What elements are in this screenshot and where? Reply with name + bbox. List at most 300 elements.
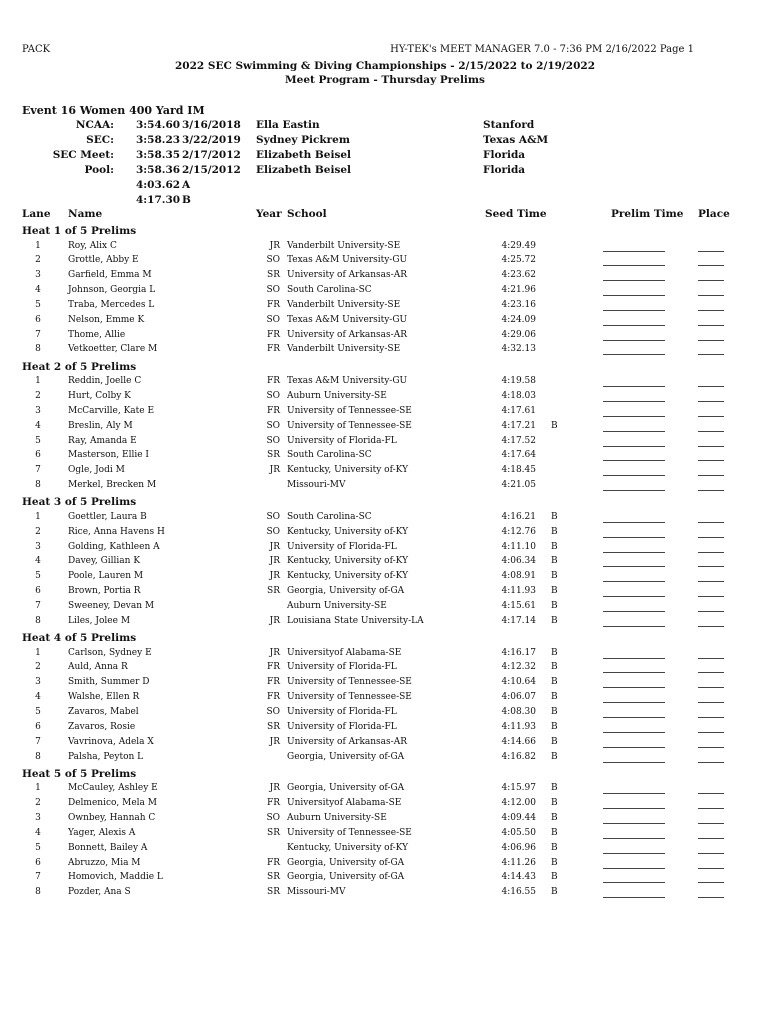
swimmer-name: Hurt, Colby K <box>68 391 131 402</box>
prelim-time-blank <box>603 310 665 311</box>
prelim-time-blank <box>603 672 665 673</box>
meet-subtitle: Meet Program - Thursday Prelims <box>285 74 485 86</box>
place-blank <box>698 611 724 612</box>
swimmer-year: JR <box>269 556 280 567</box>
swimmer-year: FR <box>266 857 280 868</box>
header-meta: HY-TEK's MEET MANAGER 7.0 - 7:36 PM 2/16/2022 Page 1 <box>390 44 694 55</box>
heat-title: Heat 5 of 5 Prelims <box>22 767 137 780</box>
heat-title: Heat 2 of 5 Prelims <box>22 360 137 373</box>
place-blank <box>698 552 724 553</box>
swimmer-school: University of Florida-FL <box>287 435 397 446</box>
swimmer-year: JR <box>269 571 280 582</box>
swimmer-school: Auburn University-SE <box>287 601 387 611</box>
record-time: 3:58.35 <box>136 149 181 161</box>
swimmer-name: Walshe, Ellen R <box>68 692 140 703</box>
seed-time: 4:12.00 <box>501 798 536 809</box>
time-standard: B <box>551 736 558 747</box>
prelim-time-blank <box>603 611 665 612</box>
seed-time: 4:16.21 <box>501 511 536 522</box>
record-time: 4:17.30 <box>136 194 181 206</box>
seed-time: 4:17.14 <box>501 615 536 626</box>
swimmer-name: Zavaros, Mabel <box>68 707 139 717</box>
seed-time: 4:17.52 <box>501 435 536 446</box>
prelim-time-blank <box>603 717 665 718</box>
seed-time: 4:10.64 <box>501 677 536 688</box>
lane-number: 6 <box>35 721 41 732</box>
swimmer-name: Grottle, Abby E <box>68 255 139 266</box>
swimmer-name: Delmenico, Mela M <box>68 798 157 809</box>
swimmer-school: University of Tennessee-SE <box>287 692 412 703</box>
place-blank <box>698 581 724 582</box>
swimmer-name: Traba, Mercedes L <box>68 299 155 310</box>
record-date: A <box>182 179 191 191</box>
swimmer-school: University of Florida-FL <box>287 662 397 673</box>
swimmer-name: Auld, Anna R <box>68 662 128 673</box>
swimmer-school: University of Arkansas-AR <box>287 329 407 340</box>
swimmer-school: Kentucky, University of-KY <box>287 556 409 567</box>
swimmer-school: Vanderbilt University-SE <box>287 299 401 310</box>
col-lane-header: Lane <box>22 208 51 220</box>
swimmer-name: Reddin, Joelle C <box>68 376 142 387</box>
swimmer-year: JR <box>269 615 280 626</box>
swimmer-year: SO <box>266 526 280 537</box>
record-school: Stanford <box>483 119 535 131</box>
swimmer-year: JR <box>269 736 280 747</box>
place-blank <box>698 386 724 387</box>
seed-time: 4:18.45 <box>501 465 536 476</box>
time-standard: B <box>551 827 558 838</box>
swimmer-year: SO <box>266 435 280 446</box>
swimmer-year: FR <box>266 662 280 673</box>
prelim-time-blank <box>603 401 665 402</box>
swimmer-name: Zavaros, Rosie <box>68 721 136 732</box>
record-label: SEC Meet: <box>52 149 114 161</box>
time-standard: B <box>551 813 558 823</box>
record-holder: Elizabeth Beisel <box>256 164 352 176</box>
swimmer-name: Pozder, Ana S <box>68 887 131 898</box>
prelim-time-blank <box>603 265 665 266</box>
swimmer-year: FR <box>266 405 280 416</box>
lane-number: 1 <box>35 647 41 658</box>
col-seed-header: Seed Time <box>485 208 547 220</box>
prelim-time-blank <box>603 882 665 883</box>
seed-time: 4:11.26 <box>501 857 536 868</box>
seed-time: 4:09.44 <box>501 813 536 823</box>
place-blank <box>698 687 724 688</box>
lane-number: 2 <box>35 526 41 537</box>
place-blank <box>698 897 724 898</box>
prelim-time-blank <box>603 460 665 461</box>
time-standard: B <box>551 783 558 794</box>
swimmer-name: Yager, Alexis A <box>68 827 136 838</box>
swimmer-year: SO <box>266 420 280 431</box>
lane-number: 5 <box>35 842 41 853</box>
swimmer-school: University of Tennessee-SE <box>287 405 412 416</box>
prelim-time-blank <box>603 537 665 538</box>
time-standard: B <box>551 420 558 431</box>
swimmer-school: University of Florida-FL <box>287 721 397 732</box>
swimmer-name: Masterson, Ellie I <box>68 450 149 461</box>
lane-number: 6 <box>35 586 41 597</box>
seed-time: 4:12.76 <box>501 526 536 537</box>
record-time: 3:54.60 <box>136 119 181 131</box>
swimmer-name: Abruzzo, Mia M <box>68 857 141 868</box>
prelim-time-blank <box>603 416 665 417</box>
prelim-time-blank <box>603 490 665 491</box>
swimmer-year: SR <box>267 450 280 461</box>
swimmer-school: South Carolina-SC <box>287 450 372 461</box>
swimmer-year: FR <box>266 329 280 340</box>
lane-number: 8 <box>35 887 41 898</box>
swimmer-school: Missouri-MV <box>287 887 346 898</box>
swimmer-name: McCauley, Ashley E <box>68 783 158 794</box>
record-date: 2/17/2012 <box>182 149 241 161</box>
prelim-time-blank <box>603 793 665 794</box>
prelim-time-blank <box>603 868 665 869</box>
place-blank <box>698 490 724 491</box>
record-date: 2/15/2012 <box>182 164 241 176</box>
swimmer-school: Auburn University-SE <box>287 391 387 402</box>
swimmer-name: Breslin, Aly M <box>68 420 133 431</box>
swimmer-name: Bonnett, Bailey A <box>68 842 148 853</box>
place-blank <box>698 431 724 432</box>
swimmer-year: SR <box>267 872 280 883</box>
seed-time: 4:16.82 <box>501 751 536 762</box>
swimmer-name: Thome, Allie <box>68 329 126 340</box>
lane-number: 4 <box>35 556 41 567</box>
time-standard: B <box>551 526 558 537</box>
lane-number: 7 <box>35 601 41 611</box>
lane-number: 3 <box>35 541 41 552</box>
swimmer-year: JR <box>269 541 280 552</box>
time-standard: B <box>551 842 558 853</box>
seed-time: 4:15.97 <box>501 783 536 794</box>
place-blank <box>698 265 724 266</box>
swimmer-school: Georgia, University of-GA <box>287 857 405 868</box>
lane-number: 3 <box>35 405 41 416</box>
lane-number: 5 <box>35 571 41 582</box>
lane-number: 8 <box>35 751 41 762</box>
seed-time: 4:05.50 <box>501 827 536 838</box>
swimmer-year: SR <box>267 586 280 597</box>
col-name-header: Name <box>68 208 103 220</box>
swimmer-school: Kentucky, University of-KY <box>287 526 409 537</box>
lane-number: 4 <box>35 827 41 838</box>
time-standard: B <box>551 601 558 611</box>
lane-number: 3 <box>35 813 41 823</box>
swimmer-year: SO <box>266 511 280 522</box>
lane-number: 8 <box>35 344 41 355</box>
prelim-time-blank <box>603 280 665 281</box>
seed-time: 4:06.34 <box>501 556 536 567</box>
swimmer-school: Georgia, University of-GA <box>287 872 405 883</box>
seed-time: 4:29.06 <box>501 329 536 340</box>
record-label: NCAA: <box>75 119 114 131</box>
swimmer-school: Texas A&M University-GU <box>287 255 408 266</box>
place-blank <box>698 747 724 748</box>
swimmer-year: JR <box>269 783 280 794</box>
prelim-time-blank <box>603 626 665 627</box>
record-time: 4:03.62 <box>136 179 181 191</box>
lane-number: 1 <box>35 783 41 794</box>
prelim-time-blank <box>603 838 665 839</box>
prelim-time-blank <box>603 762 665 763</box>
seed-time: 4:16.55 <box>501 887 536 898</box>
record-holder: Ella Eastin <box>256 119 320 131</box>
seed-time: 4:21.05 <box>501 480 536 491</box>
swimmer-school: Georgia, University of-GA <box>287 586 405 597</box>
lane-number: 4 <box>35 420 41 431</box>
seed-time: 4:08.91 <box>501 571 536 582</box>
seed-time: 4:14.43 <box>501 872 536 883</box>
lane-number: 4 <box>35 692 41 703</box>
place-blank <box>698 354 724 355</box>
time-standard: B <box>551 721 558 732</box>
swimmer-school: Auburn University-SE <box>287 813 387 823</box>
header-left-label: PACK <box>22 44 51 55</box>
place-blank <box>698 732 724 733</box>
swimmer-name: Ray, Amanda E <box>68 435 137 446</box>
event-title: Event 16 Women 400 Yard IM <box>22 104 205 117</box>
lane-number: 2 <box>35 391 41 402</box>
swimmer-school: Universityof Alabama-SE <box>287 798 402 809</box>
record-time: 3:58.36 <box>136 164 181 176</box>
record-holder: Elizabeth Beisel <box>256 149 352 161</box>
place-blank <box>698 295 724 296</box>
swimmer-name: Poole, Lauren M <box>68 571 144 582</box>
lane-number: 7 <box>35 872 41 883</box>
place-blank <box>698 325 724 326</box>
lane-number: 3 <box>35 677 41 688</box>
record-school: Florida <box>483 164 526 176</box>
seed-time: 4:11.93 <box>501 586 536 597</box>
swimmer-name: Smith, Summer D <box>68 677 150 688</box>
lane-number: 7 <box>35 465 41 476</box>
swimmer-year: FR <box>266 376 280 387</box>
place-blank <box>698 702 724 703</box>
meet-title: 2022 SEC Swimming & Diving Championships - 2/15/2022 to 2/19/2022 <box>175 60 595 72</box>
prelim-time-blank <box>603 897 665 898</box>
swimmer-year: SO <box>266 391 280 402</box>
lane-number: 3 <box>35 270 41 281</box>
col-year-header: Year <box>256 208 282 220</box>
swimmer-name: McCarville, Kate E <box>68 405 155 416</box>
swimmer-year: JR <box>269 240 280 251</box>
place-blank <box>698 475 724 476</box>
swimmer-school: University of Florida-FL <box>287 707 397 717</box>
seed-time: 4:17.64 <box>501 450 536 461</box>
record-school: Texas A&M <box>483 134 549 146</box>
record-label: SEC: <box>86 134 114 146</box>
time-standard: B <box>551 647 558 658</box>
swimmer-year: JR <box>269 465 280 476</box>
swimmer-name: Carlson, Sydney E <box>68 647 152 658</box>
place-blank <box>698 717 724 718</box>
place-blank <box>698 626 724 627</box>
prelim-time-blank <box>603 581 665 582</box>
swimmer-school: Texas A&M University-GU <box>287 314 408 325</box>
time-standard: B <box>551 798 558 809</box>
prelim-time-blank <box>603 325 665 326</box>
swimmer-school: Vanderbilt University-SE <box>287 240 401 251</box>
place-blank <box>698 762 724 763</box>
place-blank <box>698 416 724 417</box>
seed-time: 4:29.49 <box>501 240 536 251</box>
swimmer-year: FR <box>266 692 280 703</box>
prelim-time-blank <box>603 808 665 809</box>
prelim-time-blank <box>603 732 665 733</box>
place-blank <box>698 658 724 659</box>
swimmer-school: University of Arkansas-AR <box>287 270 407 281</box>
swimmer-name: Vetkoetter, Clare M <box>68 344 158 355</box>
seed-time: 4:06.07 <box>501 692 536 703</box>
lane-number: 1 <box>35 511 41 522</box>
time-standard: B <box>551 662 558 673</box>
seed-time: 4:11.10 <box>501 541 536 552</box>
seed-time: 4:21.96 <box>501 285 536 296</box>
swimmer-year: SO <box>266 314 280 325</box>
swimmer-school: South Carolina-SC <box>287 285 372 296</box>
seed-time: 4:12.32 <box>501 662 536 673</box>
prelim-time-blank <box>603 823 665 824</box>
record-school: Florida <box>483 149 526 161</box>
col-prelim-header: Prelim Time <box>611 208 684 220</box>
swimmer-year: JR <box>269 647 280 658</box>
swimmer-name: Roy, Alix C <box>68 240 117 251</box>
col-place-header: Place <box>698 208 730 220</box>
record-time: 3:58.23 <box>136 134 181 146</box>
swimmer-year: SO <box>266 255 280 266</box>
lane-number: 4 <box>35 285 41 296</box>
swimmer-year: SR <box>267 887 280 898</box>
swimmer-name: Rice, Anna Havens H <box>68 526 165 537</box>
time-standard: B <box>551 511 558 522</box>
swimmer-school: University of Tennessee-SE <box>287 827 412 838</box>
lane-number: 1 <box>35 376 41 387</box>
time-standard: B <box>551 857 558 868</box>
lane-number: 2 <box>35 662 41 673</box>
swimmer-school: University of Florida-FL <box>287 541 397 552</box>
seed-time: 4:32.13 <box>501 344 536 355</box>
swimmer-year: SR <box>267 721 280 732</box>
swimmer-name: Brown, Portia R <box>68 586 141 597</box>
swimmer-school: Georgia, University of-GA <box>287 783 405 794</box>
swimmer-school: Kentucky, University of-KY <box>287 465 409 476</box>
place-blank <box>698 672 724 673</box>
time-standard: B <box>551 541 558 552</box>
time-standard: B <box>551 615 558 626</box>
prelim-time-blank <box>603 658 665 659</box>
swimmer-school: Kentucky, University of-KY <box>287 842 409 853</box>
seed-time: 4:25.72 <box>501 255 536 266</box>
prelim-time-blank <box>603 354 665 355</box>
lane-number: 7 <box>35 329 41 340</box>
lane-number: 2 <box>35 255 41 266</box>
heat-title: Heat 3 of 5 Prelims <box>22 496 137 509</box>
swimmer-name: Homovich, Maddie L <box>68 872 163 883</box>
time-standard: B <box>551 751 558 762</box>
lane-number: 5 <box>35 299 41 310</box>
lane-number: 5 <box>35 707 41 717</box>
swimmer-name: Ownbey, Hannah C <box>68 813 156 823</box>
seed-time: 4:19.58 <box>501 376 536 387</box>
swimmer-school: Texas A&M University-GU <box>287 376 408 387</box>
swimmer-name: Vavrinova, Adela X <box>68 736 154 747</box>
seed-time: 4:23.16 <box>501 299 536 310</box>
lane-number: 6 <box>35 314 41 325</box>
time-standard: B <box>551 571 558 582</box>
swimmer-school: Missouri-MV <box>287 480 346 491</box>
lane-number: 5 <box>35 435 41 446</box>
seed-time: 4:14.66 <box>501 736 536 747</box>
prelim-time-blank <box>603 596 665 597</box>
time-standard: B <box>551 887 558 898</box>
swimmer-school: Louisiana State University-LA <box>287 615 424 626</box>
swimmer-year: SR <box>267 827 280 838</box>
seed-time: 4:06.96 <box>501 842 536 853</box>
swimmer-year: FR <box>266 798 280 809</box>
swimmer-year: FR <box>266 677 280 688</box>
swimmer-name: Davey, Gillian K <box>68 556 141 567</box>
lane-number: 6 <box>35 450 41 461</box>
seed-time: 4:15.61 <box>501 601 536 611</box>
col-school-header: School <box>287 208 327 220</box>
time-standard: B <box>551 586 558 597</box>
time-standard: B <box>551 872 558 883</box>
lane-number: 8 <box>35 615 41 626</box>
seed-time: 4:08.30 <box>501 707 536 717</box>
lane-number: 8 <box>35 480 41 491</box>
seed-time: 4:17.21 <box>501 420 536 431</box>
record-date: 3/22/2019 <box>182 134 241 146</box>
swimmer-school: Georgia, University of-GA <box>287 751 405 762</box>
place-blank <box>698 251 724 252</box>
swimmer-name: Liles, Jolee M <box>68 615 131 626</box>
heat-title: Heat 1 of 5 Prelims <box>22 225 137 237</box>
swimmer-year: SO <box>266 813 280 823</box>
swimmer-school: Kentucky, University of-KY <box>287 571 409 582</box>
swimmer-name: Palsha, Peyton L <box>68 751 144 762</box>
prelim-time-blank <box>603 446 665 447</box>
lane-number: 2 <box>35 798 41 809</box>
swimmer-school: University of Arkansas-AR <box>287 736 407 747</box>
prelim-time-blank <box>603 687 665 688</box>
swimmer-name: Nelson, Emme K <box>68 314 145 325</box>
swimmer-name: Merkel, Brecken M <box>68 480 157 491</box>
swimmer-school: University of Tennessee-SE <box>287 420 412 431</box>
prelim-time-blank <box>603 566 665 567</box>
time-standard: B <box>551 556 558 567</box>
swimmer-school: Vanderbilt University-SE <box>287 344 401 355</box>
place-blank <box>698 340 724 341</box>
place-blank <box>698 808 724 809</box>
place-blank <box>698 460 724 461</box>
place-blank <box>698 823 724 824</box>
prelim-time-blank <box>603 251 665 252</box>
record-date: 3/16/2018 <box>182 119 241 131</box>
prelim-time-blank <box>603 431 665 432</box>
prelim-time-blank <box>603 475 665 476</box>
place-blank <box>698 566 724 567</box>
lane-number: 7 <box>35 736 41 747</box>
lane-number: 6 <box>35 857 41 868</box>
lane-number: 1 <box>35 240 41 251</box>
seed-time: 4:11.93 <box>501 721 536 732</box>
place-blank <box>698 401 724 402</box>
seed-time: 4:17.61 <box>501 405 536 416</box>
swimmer-year: FR <box>266 299 280 310</box>
seed-time: 4:24.09 <box>501 314 536 325</box>
